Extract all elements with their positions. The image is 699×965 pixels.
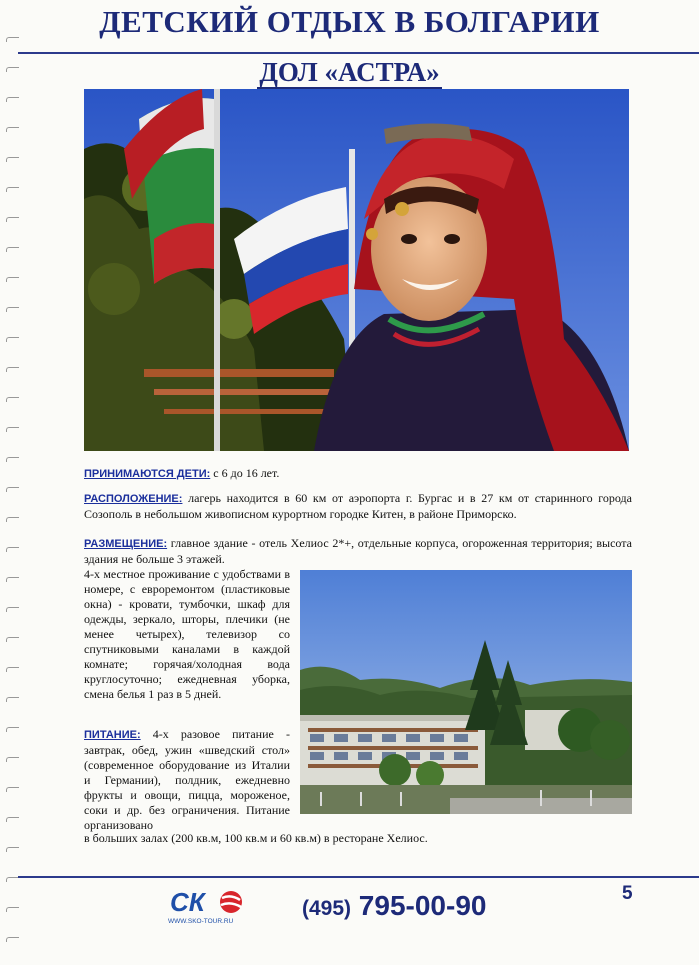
children-age-paragraph <box>84 466 632 482</box>
children-text: с 6 до 16 лет. <box>210 466 280 480</box>
location-paragraph <box>84 491 632 522</box>
accommodation-details: 4-х местное проживание с удобствами в номере, с евроремонтом (пластиковые окна) - кровати, тумбочки, шкаф для одежды, зеркало, шторы, плечики (не менее четырех), телевизор со спутниковыми каналами в каждой комнате; горячая/холодная вода круглосуточно; ежедневная уборка, смена белья 1 раз в 5 дней. <box>84 567 290 701</box>
food-paragraph <box>84 727 290 833</box>
sko-logo <box>168 886 248 926</box>
page-title: ДЕТСКИЙ ОТДЫХ В БОЛГАРИИ <box>99 4 600 39</box>
contact-phone: (495) 795-00-90 <box>302 890 487 921</box>
food-label: ПИТАНИЕ: <box>84 729 141 741</box>
children-label: ПРИНИМАЮТСЯ ДЕТИ: <box>84 468 211 480</box>
camp-name: ДОЛ «АСТРА» <box>259 57 440 87</box>
header-divider <box>18 52 699 54</box>
food-text: 4-х разовое питание - завтрак, обед, ужин «шведский стол» (современное оборудование из Италии и Германии), полдник, ежедневно фрукты и овощи, пицца, мороженое, соки и др. без ограничения. Питание организовано <box>84 727 290 832</box>
svg-text:СК: СК <box>170 887 205 917</box>
location-text: лагерь находится в 60 км от аэропорта г. Бургас и в 27 км от старинного города Созополь в небольшом живописном курортном городке Китен, в районе Приморско. <box>84 491 632 521</box>
footer-divider <box>18 876 699 878</box>
page-number: 5 <box>622 883 633 904</box>
camp-girl-photo <box>84 89 629 451</box>
hotel-helios-photo <box>300 570 632 814</box>
accommodation-label: РАЗМЕЩЕНИЕ: <box>84 538 168 550</box>
accommodation-paragraph <box>84 536 632 567</box>
food-paragraph-end: в больших залах (200 кв.м, 100 кв.м и 60 кв.м) в ресторане Хелиос. <box>84 831 428 845</box>
svg-text:WWW.SKO-TOUR.RU: WWW.SKO-TOUR.RU <box>168 918 234 925</box>
accommodation-text: главное здание - отель Хелиос 2*+, отдельные корпуса, огороженная территория; высота здания не больше 3 этажей. <box>84 536 632 566</box>
binder-holes <box>0 0 22 965</box>
location-label: РАСПОЛОЖЕНИЕ: <box>84 493 183 505</box>
